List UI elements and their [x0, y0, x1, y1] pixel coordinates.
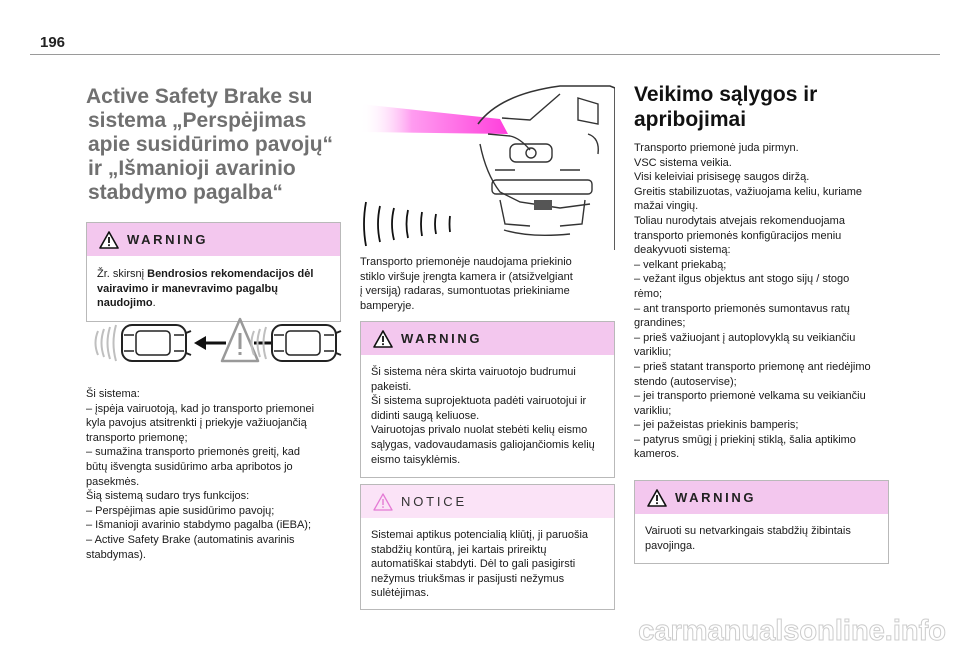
warning-text [371, 365, 604, 467]
section-title [86, 85, 341, 205]
body-line: – vežant ilgus objektus ant stogo sijų / stogo [634, 273, 850, 286]
title-line: Active Safety Brake su [86, 85, 313, 108]
notice-box [360, 484, 615, 610]
warning-triangle-icon [373, 330, 393, 348]
warning-text-run: Bendrosios rekomendacijos dėl [147, 268, 314, 280]
radar-waves-icon [364, 202, 450, 246]
warning-header [361, 322, 614, 355]
arrow-left-icon [194, 336, 226, 350]
warning-line: Vairuoti su netvarkingais stabdžių žibintais [645, 525, 851, 538]
body-line: mažai vingių. [634, 200, 699, 213]
warning-text [645, 524, 878, 553]
body-line: grandines; [634, 317, 686, 330]
warning-label: WARNING [401, 331, 483, 346]
heading-line: Veikimo sąlygos ir [634, 83, 818, 106]
warning-box [634, 480, 889, 564]
body-line: – patyrus smūgį į priekinį stiklą, šalia aptikimo [634, 433, 856, 446]
body-line: būtų išvengta susidūrimo arba apribotos jo [86, 460, 293, 473]
page-number: 196 [40, 34, 66, 51]
camera-beam-icon [360, 104, 508, 134]
body-line: Toliau nurodytais atvejais rekomenduojama [634, 214, 845, 227]
notice-line: stabdžių kontūrą, jei kartais prireiktų [371, 543, 547, 556]
warning-text-run: Žr. skirsnį [97, 268, 148, 280]
header-divider [30, 54, 940, 55]
conditions-text [634, 141, 889, 462]
body-line: Šią sistemą sudaro trys funkcijos: [86, 490, 250, 503]
caption-line: į versiją) radaras, sumontuotas priekiniame [360, 285, 570, 298]
body-line: VSC sistema veikia. [634, 156, 732, 169]
watermark-text: carmanualsonline.info [638, 615, 946, 647]
warning-text-run: . [152, 297, 156, 310]
notice-line: Sistemai aptikus potencialią kliūtį, ji paruošia [371, 529, 589, 541]
title-line: ir „Išmanioji avarinio [88, 157, 296, 180]
warning-triangle-icon [647, 489, 667, 507]
body-line: – prieš važiuojant į autoplovyklą su veikiančiu [634, 331, 856, 344]
conditions-heading [634, 82, 889, 132]
warning-text-run: vairavimo ir manevravimo pagalbų [97, 282, 278, 295]
body-line: – Perspėjimas apie susidūrimo pavojų; [86, 504, 275, 517]
body-line: Visi keleiviai prisisegę saugos diržą. [634, 171, 810, 184]
caption-line: bamperyje. [360, 299, 415, 312]
body-line: – Išmanioji avarinio stabdymo pagalba (iEBA); [86, 519, 312, 532]
car-rear-icon [122, 325, 191, 361]
warning-line: Vairuotojas privalo nuolat stebėti kelių eismo [371, 424, 588, 437]
notice-line: automatiškai stabdyti. Dėl to gali pasigirsti [371, 558, 576, 571]
notice-header [361, 485, 614, 518]
warning-label: WARNING [127, 232, 209, 247]
body-line: deakyvuoti sistemą: [634, 244, 731, 257]
body-line: – Active Safety Brake (automatinis avarinis [86, 533, 295, 546]
caption-line: stiklo viršuje įrengta kamera ir (atsižvelgiant [360, 270, 573, 283]
body-line: kameros. [634, 448, 680, 461]
caption-line: Transporto priemonėje naudojama priekinio [360, 256, 572, 268]
body-line: kyla pavojus atsitrenkti į priekyje važiuojančią [86, 417, 307, 430]
car-front-icon [272, 325, 341, 361]
body-line: varikliu; [634, 346, 672, 359]
body-line: Ši sistema: [86, 388, 140, 400]
body-line: – jei transporto priemonė velkama su veikiančiu [634, 390, 866, 403]
column-3 [634, 82, 889, 564]
notice-text [371, 528, 604, 601]
title-line: stabdymo pagalba“ [88, 181, 283, 204]
title-line: sistema „Perspėjimas [88, 109, 307, 132]
vehicle-sensor-illustration [360, 74, 615, 250]
warning-line: Ši sistema suprojektuota padėti vairuotojui ir [371, 395, 587, 408]
notice-label: NOTICE [401, 494, 467, 509]
system-description [86, 387, 341, 562]
body-line: transporto priemonę; [86, 431, 188, 444]
warning-header [87, 223, 340, 256]
motion-lines-left-icon [96, 325, 117, 361]
warning-triangle-icon [99, 231, 119, 249]
body-line: – prieš statant transporto priemonę ant riedėjimo [634, 360, 871, 373]
warning-line: sąlygas, vadovaudamasis galiojančiomis kelių [371, 438, 595, 451]
body-line: – jei pažeistas priekinis bamperis; [634, 419, 799, 432]
warning-label: WARNING [675, 490, 757, 506]
body-line: rėmo; [634, 287, 663, 300]
column-1 [86, 85, 341, 561]
body-line: – ant transporto priemonės sumontavus ratų [634, 302, 850, 315]
body-line: stendo (autoservise); [634, 375, 737, 388]
notice-line: nežymus triukšmas ir pasijusti nežymus [371, 572, 565, 585]
warning-header [635, 481, 888, 514]
body-line: transporto priemonės konfigūracijos meniu [634, 229, 842, 242]
body-line: – velkant priekabą; [634, 258, 727, 271]
warning-line: pakeisti. [371, 380, 412, 393]
body-line: Transporto priemonė juda pirmyn. [634, 142, 799, 154]
warning-text [97, 267, 330, 311]
notice-line: sulėtėjimas. [371, 587, 430, 600]
warning-line: eismo taisyklėmis. [371, 453, 461, 466]
warning-line: Ši sistema nėra skirta vairuotojo budrumui [371, 366, 576, 378]
warning-box [86, 222, 341, 322]
vehicle-front-icon [478, 86, 615, 250]
body-line: – įspėja vairuotoją, kad jo transporto priemonei [86, 402, 315, 415]
body-line: varikliu; [634, 404, 672, 417]
watermark [574, 614, 948, 648]
warning-line: pavojinga. [645, 539, 696, 552]
warning-box [360, 321, 615, 478]
warning-text-run: naudojimo [97, 297, 153, 310]
body-line: Greitis stabilizuotas, važiuojama keliu, kuriame [634, 185, 863, 198]
body-line: – sumažina transporto priemonės greitį, kad [86, 446, 300, 459]
warning-line: didinti saugą keliuose. [371, 409, 480, 422]
heading-line: apribojimai [634, 108, 747, 131]
notice-triangle-icon [373, 493, 393, 511]
camera-radar-caption [360, 255, 615, 313]
body-line: pasekmės. [86, 475, 140, 488]
collision-diagram [88, 313, 343, 373]
body-line: stabdymas). [86, 548, 146, 561]
title-line: apie susidūrimo pavojų“ [88, 133, 334, 156]
